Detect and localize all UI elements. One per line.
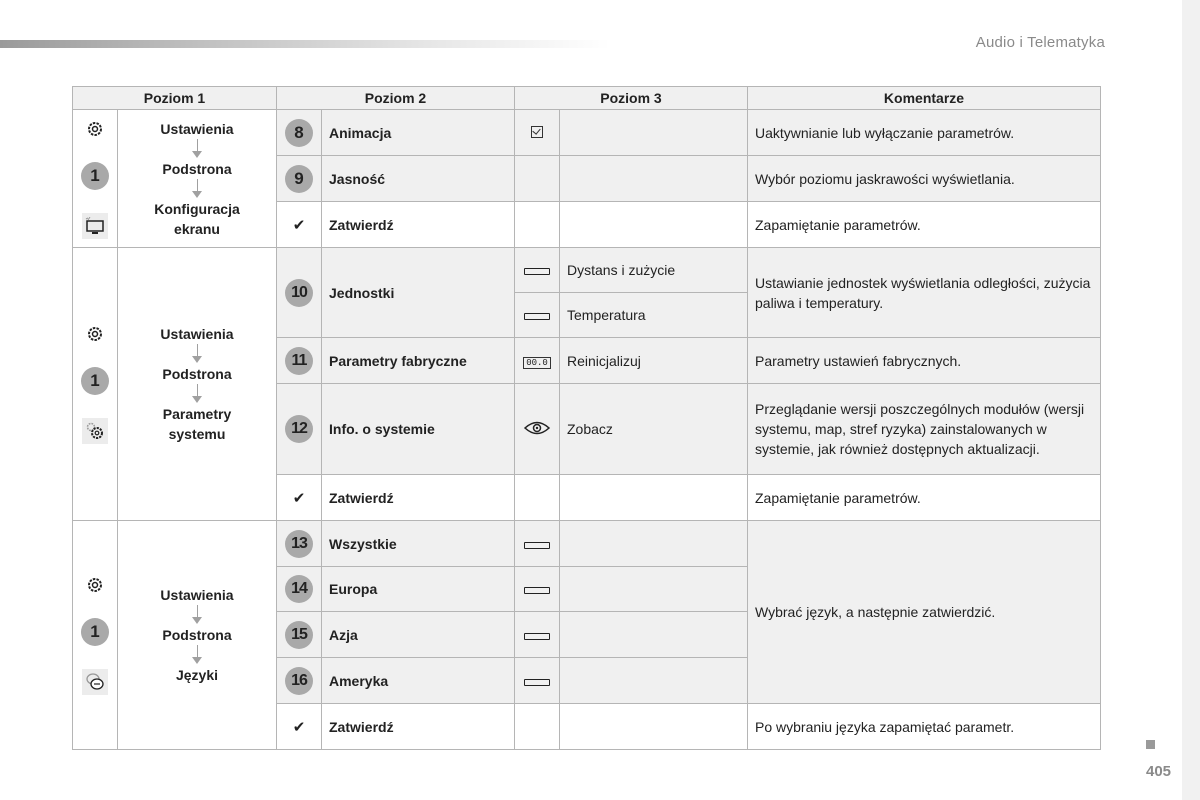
language-icon	[82, 669, 108, 695]
comment-cell: Zapamiętanie parametrów.	[748, 202, 1101, 248]
level3-icon-cell	[515, 658, 560, 704]
level3-icon-cell	[515, 248, 560, 293]
level3-label: Zobacz	[560, 384, 748, 475]
check-icon: ✔	[292, 718, 306, 736]
dash-icon	[524, 313, 550, 320]
screen-config-icon	[82, 213, 108, 239]
level1-label: Parametry systemu	[162, 406, 232, 442]
level3-label	[560, 110, 748, 156]
arrow-down-icon	[192, 384, 202, 404]
table-row	[73, 110, 1101, 156]
level3-icon-cell	[515, 384, 560, 475]
settings-menu-table	[72, 86, 1101, 750]
step-number-cell	[277, 202, 322, 248]
step-number-cell	[277, 156, 322, 202]
level1-path	[118, 248, 277, 521]
header-level1: Poziom 1	[73, 87, 277, 110]
dash-icon	[524, 679, 550, 686]
level1-path	[118, 110, 277, 248]
level3-icon-cell	[515, 156, 560, 202]
level2-label: Info. o systemie	[322, 384, 515, 475]
level1-label: Podstrona	[162, 160, 232, 177]
gear-icon	[85, 324, 105, 344]
eye-icon	[524, 420, 550, 436]
step-badge: 15	[285, 621, 313, 649]
dash-icon	[524, 542, 550, 549]
step-badge: 12	[285, 415, 313, 443]
level2-label: Europa	[322, 567, 515, 612]
level3-label	[560, 704, 748, 750]
comment-cell: Ustawianie jednostek wyświetlania odległości, zużycia paliwa i temperatury.	[748, 248, 1101, 338]
level2-label: Parametry fabryczne	[322, 338, 515, 384]
dash-icon	[524, 268, 550, 275]
arrow-down-icon	[192, 645, 202, 665]
step-badge: 1	[81, 618, 109, 646]
step-number-cell	[277, 521, 322, 567]
level3-label	[560, 567, 748, 612]
level3-label	[560, 521, 748, 567]
step-badge: 14	[285, 575, 313, 603]
table-row	[73, 248, 1101, 293]
step-number-cell	[277, 567, 322, 612]
step-number-cell	[277, 658, 322, 704]
level3-label	[560, 612, 748, 658]
level3-icon-cell	[515, 521, 560, 567]
page-number: 405	[1146, 763, 1172, 780]
level3-label	[560, 658, 748, 704]
level3-icon-cell	[515, 338, 560, 384]
check-icon: ✔	[292, 489, 306, 507]
arrow-down-icon	[192, 139, 202, 159]
reset-icon: 00.0	[523, 357, 551, 369]
level1-icons	[73, 521, 118, 750]
step-number-cell	[277, 475, 322, 521]
level2-label: Jasność	[322, 156, 515, 202]
step-number-cell	[277, 248, 322, 338]
step-badge: 8	[285, 119, 313, 147]
header-decoration-bar	[0, 40, 610, 48]
header-comments: Komentarze	[748, 87, 1101, 110]
level2-label: Ameryka	[322, 658, 515, 704]
level1-label: Ustawienia	[160, 120, 234, 137]
table-header-row	[73, 87, 1101, 110]
level2-label: Wszystkie	[322, 521, 515, 567]
step-badge: 11	[285, 347, 313, 375]
level2-label: Jednostki	[322, 248, 515, 338]
level2-label: Zatwierdź	[322, 475, 515, 521]
arrow-down-icon	[192, 179, 202, 199]
level3-icon-cell	[515, 567, 560, 612]
level3-icon-cell	[515, 202, 560, 248]
level3-icon-cell	[515, 704, 560, 750]
step-badge: 1	[81, 162, 109, 190]
page-marker	[1146, 740, 1155, 749]
level1-label: Języki	[175, 667, 219, 683]
comment-cell: Uaktywnianie lub wyłączanie parametrów.	[748, 110, 1101, 156]
level2-label: Zatwierdź	[322, 704, 515, 750]
level3-icon-cell	[515, 110, 560, 156]
step-badge: 13	[285, 530, 313, 558]
section-title: Audio i Telematyka	[975, 34, 1105, 51]
step-badge: 10	[285, 279, 313, 307]
page-edge-strip	[1182, 0, 1200, 800]
level3-label: Dystans i zużycie	[560, 248, 748, 293]
level1-label: Podstrona	[162, 366, 232, 382]
header-level2: Poziom 2	[277, 87, 515, 110]
dash-icon	[524, 587, 550, 594]
level3-icon-cell	[515, 612, 560, 658]
level1-icons	[73, 248, 118, 521]
step-badge: 1	[81, 367, 109, 395]
level1-path	[118, 521, 277, 750]
table-row	[73, 521, 1101, 567]
comment-cell: Po wybraniu języka zapamiętać parametr.	[748, 704, 1101, 750]
arrow-down-icon	[192, 605, 202, 625]
comment-cell: Parametry ustawień fabrycznych.	[748, 338, 1101, 384]
checkbox-icon	[531, 126, 543, 138]
level3-icon-cell	[515, 475, 560, 521]
level3-label	[560, 156, 748, 202]
step-number-cell	[277, 612, 322, 658]
arrow-down-icon	[192, 344, 202, 364]
level1-label: Ustawienia	[160, 587, 234, 603]
gear-icon	[85, 119, 105, 139]
level1-label: Konfiguracja ekranu	[154, 200, 240, 237]
step-number-cell	[277, 338, 322, 384]
comment-cell: Przeglądanie wersji poszczególnych modułów (wersji systemu, map, stref ryzyka) zainstalowanych w systemie, jak również dostępnych aktualizacji.	[748, 384, 1101, 475]
level1-label: Podstrona	[162, 627, 232, 643]
system-settings-icon	[82, 418, 108, 444]
level1-label: Ustawienia	[160, 326, 234, 342]
comment-cell: Wybór poziomu jaskrawości wyświetlania.	[748, 156, 1101, 202]
comment-cell: Wybrać język, a następnie zatwierdzić.	[748, 521, 1101, 704]
comment-cell: Zapamiętanie parametrów.	[748, 475, 1101, 521]
level3-icon-cell	[515, 293, 560, 338]
check-icon: ✔	[292, 216, 306, 234]
level2-label: Animacja	[322, 110, 515, 156]
header-level3: Poziom 3	[515, 87, 748, 110]
level3-label: Temperatura	[560, 293, 748, 338]
level3-label	[560, 202, 748, 248]
level2-label: Zatwierdź	[322, 202, 515, 248]
step-number-cell	[277, 110, 322, 156]
step-number-cell	[277, 704, 322, 750]
gear-icon	[85, 575, 105, 595]
level3-label: Reinicjalizuj	[560, 338, 748, 384]
step-badge: 16	[285, 667, 313, 695]
step-badge: 9	[285, 165, 313, 193]
level2-label: Azja	[322, 612, 515, 658]
level3-label	[560, 475, 748, 521]
level1-icons	[73, 110, 118, 248]
dash-icon	[524, 633, 550, 640]
step-number-cell	[277, 384, 322, 475]
